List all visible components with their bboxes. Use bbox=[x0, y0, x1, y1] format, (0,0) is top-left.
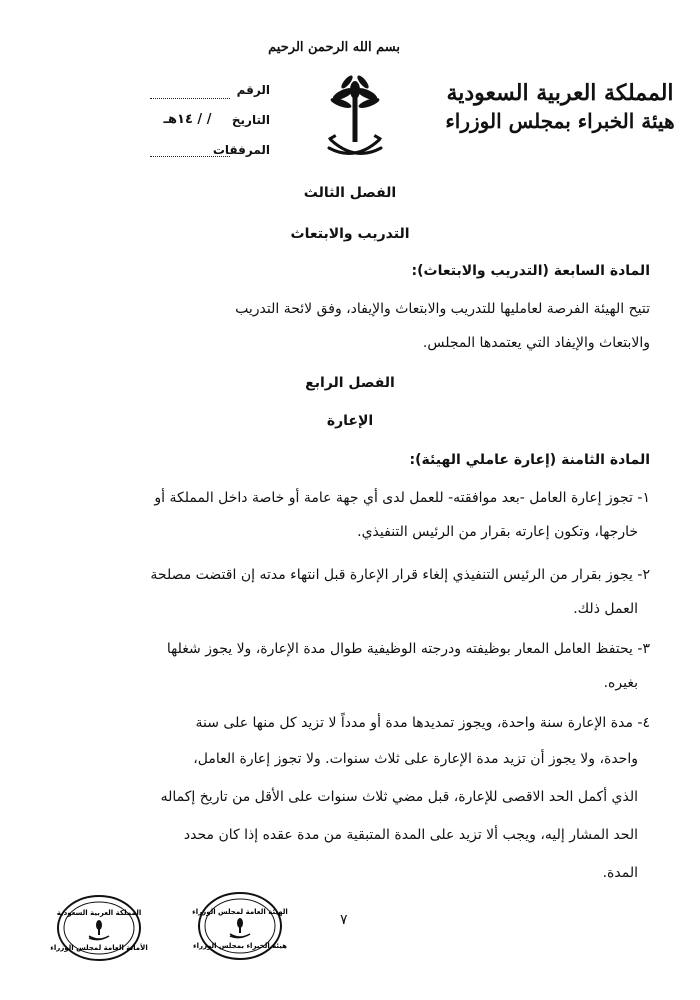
article-8-item-2 bbox=[30, 558, 650, 626]
item-number: ٣- bbox=[637, 641, 650, 657]
seal-text: الهيئة العامة لمجلس الوزراء bbox=[192, 908, 288, 916]
attachments-label: المرفقات bbox=[212, 143, 270, 157]
item-number: ٢- bbox=[637, 567, 650, 583]
article-8-item-3 bbox=[30, 632, 650, 700]
item-line: بغيره. bbox=[603, 675, 638, 691]
item-line: يحتفظ العامل المعار بوظيفته ودرجته الوظيفية طوال مدة الإعارة، ولا يجوز شغلها bbox=[166, 641, 633, 657]
kingdom-name: المملكة العربية السعودية bbox=[446, 80, 674, 106]
saudi-emblem-icon bbox=[327, 70, 383, 170]
basmala: بسم الله الرحمن الرحيم bbox=[268, 40, 400, 55]
item-line: تجوز إعارة العامل -بعد موافقته- للعمل لدى أي جهة عامة أو خاصة داخل المملكة أو bbox=[154, 490, 633, 506]
article-7-line: تتيح الهيئة الفرصة لعامليها للتدريب والابتعاث والإيفاد، وفق لائحة التدريب bbox=[235, 301, 650, 317]
article-8-item-1 bbox=[30, 481, 650, 549]
item-line: المدة. bbox=[602, 865, 638, 881]
item-number: ١- bbox=[637, 490, 650, 506]
item-line: العمل ذلك. bbox=[573, 601, 638, 617]
date-value: / / ١٤هـ bbox=[163, 112, 212, 127]
item-line: الذي أكمل الحد الاقصى للإعارة، قبل مضي ثلاث سنوات على الأقل من تاريخ إكماله bbox=[160, 789, 638, 805]
article-7-line: والابتعاث والإيفاد التي يعتمدها المجلس. bbox=[422, 335, 650, 351]
ref-number-line bbox=[150, 98, 230, 99]
seal-text: الأمانة العامة لمجلس الوزراء bbox=[50, 944, 148, 952]
item-line: مدة الإعارة سنة واحدة، ويجوز تمديدها مدة أو مدداً لا تزيد كل منها على سنة bbox=[195, 715, 633, 731]
attachments-line bbox=[150, 156, 230, 157]
article-7-body bbox=[40, 292, 650, 360]
chapter-3-subtitle: التدريب والابتعاث bbox=[290, 226, 410, 242]
agency-name: هيئة الخبراء بمجلس الوزراء bbox=[445, 109, 675, 133]
item-line: واحدة، ولا يجوز أن تزيد مدة الإعارة على ثلاث سنوات. ولا تجوز إعارة العامل، bbox=[193, 751, 638, 767]
item-line: خارجها، وتكون إعارته بقرار من الرئيس التنفيذي. bbox=[357, 524, 638, 540]
seal-text: المملكة العربية السعودية bbox=[56, 909, 142, 917]
article-8-item-4 bbox=[30, 706, 650, 892]
date-label: التاريخ bbox=[231, 113, 270, 127]
page-number: ٧ bbox=[340, 912, 348, 928]
ref-number-label: الرقم bbox=[236, 83, 270, 97]
seal-stamp-right bbox=[192, 890, 288, 962]
chapter-4-subtitle: الإعارة bbox=[326, 413, 374, 429]
letterhead bbox=[440, 78, 680, 134]
item-line: الحد المشار إليه، ويجب ألا تزيد على المدة المتبقية من مدة عقده إذا كان محدد bbox=[183, 827, 638, 843]
article-8-heading: المادة الثامنة (إعارة عاملي الهيئة): bbox=[409, 452, 650, 468]
seal-stamp-left bbox=[50, 893, 148, 963]
item-line: يجوز بقرار من الرئيس التنفيذي إلغاء قرار الإعارة قبل انتهاء مدته إن اقتضت مصلحة bbox=[150, 567, 633, 583]
article-7-heading: المادة السابعة (التدريب والابتعاث): bbox=[411, 263, 650, 279]
seal-text: هيئة الخبراء بمجلس الوزراء bbox=[193, 942, 287, 950]
chapter-3-title: الفصل الثالث bbox=[303, 185, 397, 201]
chapter-4-title: الفصل الرابع bbox=[305, 375, 395, 391]
item-number: ٤- bbox=[637, 715, 650, 731]
